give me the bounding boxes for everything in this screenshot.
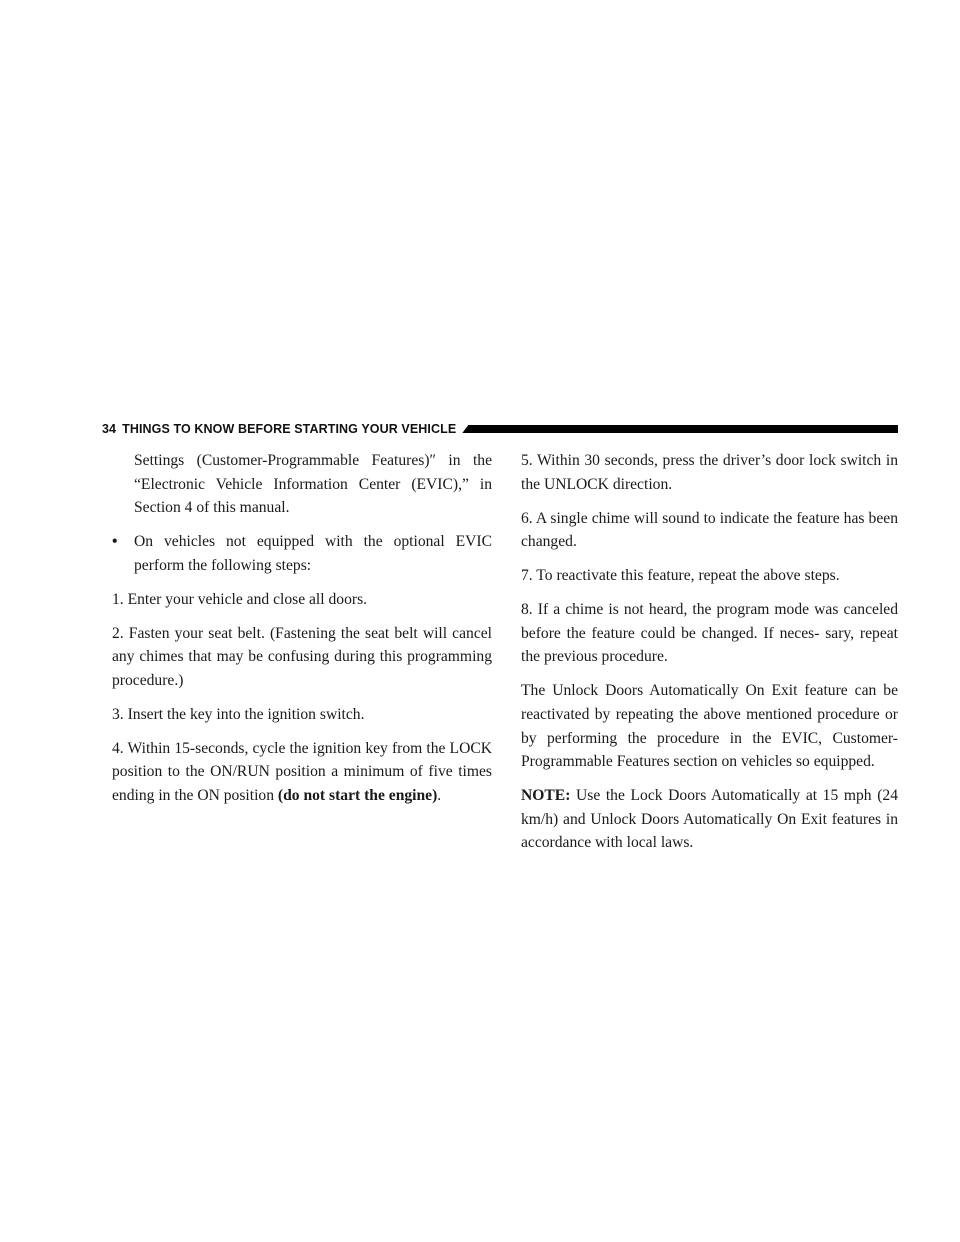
note-paragraph — [521, 784, 898, 855]
step-4 — [112, 737, 492, 808]
step-8: 8. If a chime is not heard, the program mode was canceled before the feature could be changed. If neces- sary, repeat the previous procedure. — [521, 601, 898, 666]
left-column — [112, 449, 492, 818]
step-5: 5. Within 30 seconds, press the driver’s door lock switch in the UNLOCK direction. — [521, 452, 898, 493]
step-7: 7. To reactivate this feature, repeat the above steps. — [521, 567, 840, 585]
page-header — [102, 418, 898, 440]
step-4-end: . — [437, 787, 442, 805]
step-4-warning: (do not start the engine) — [277, 787, 438, 805]
section-title: THINGS TO KNOW BEFORE STARTING YOUR VEHICLE — [122, 422, 457, 436]
note-text: Use the Lock Doors Automatically at 15 mph (24 km/h) and Unlock Doors Automatically On Exit features in accordance with local laws. — [521, 787, 898, 852]
page-number: 34 — [102, 422, 117, 436]
step-2: 2. Fasten your seat belt. (Fastening the seat belt will cancel any chimes that may be confusing during this programming procedure.) — [112, 624, 492, 689]
reactivate-paragraph: The Unlock Doors Automatically On Exit feature can be reactivated by repeating the above mentioned procedure or by performing the procedure in the EVIC, Customer- Programmable Features section on vehicles so equipped. — [521, 682, 898, 771]
step-4-text: 4. Within 15-seconds, cycle the ignition key from the LOCK position to the ON/RUN position a minimum of five times ending in the ON position — [112, 739, 492, 805]
step-1: 1. Enter your vehicle and close all doors. — [112, 590, 368, 608]
right-column — [521, 449, 898, 865]
header-label — [102, 422, 456, 436]
step-3: 3. Insert the key into the ignition switch. — [112, 705, 365, 723]
bullet-item — [112, 530, 492, 577]
note-label: NOTE: — [521, 787, 571, 805]
continuation-paragraph: Settings (Customer-Programmable Features)″ in the “Electronic Vehicle Information Center (EVIC),” in Section 4 of this manual. — [134, 452, 492, 517]
bullet-icon: • — [112, 533, 118, 551]
bullet-text: On vehicles not equipped with the optional EVIC perform the following steps: — [134, 533, 492, 574]
header-rule — [462, 425, 898, 433]
step-6: 6. A single chime will sound to indicate the feature has been changed. — [521, 509, 898, 551]
